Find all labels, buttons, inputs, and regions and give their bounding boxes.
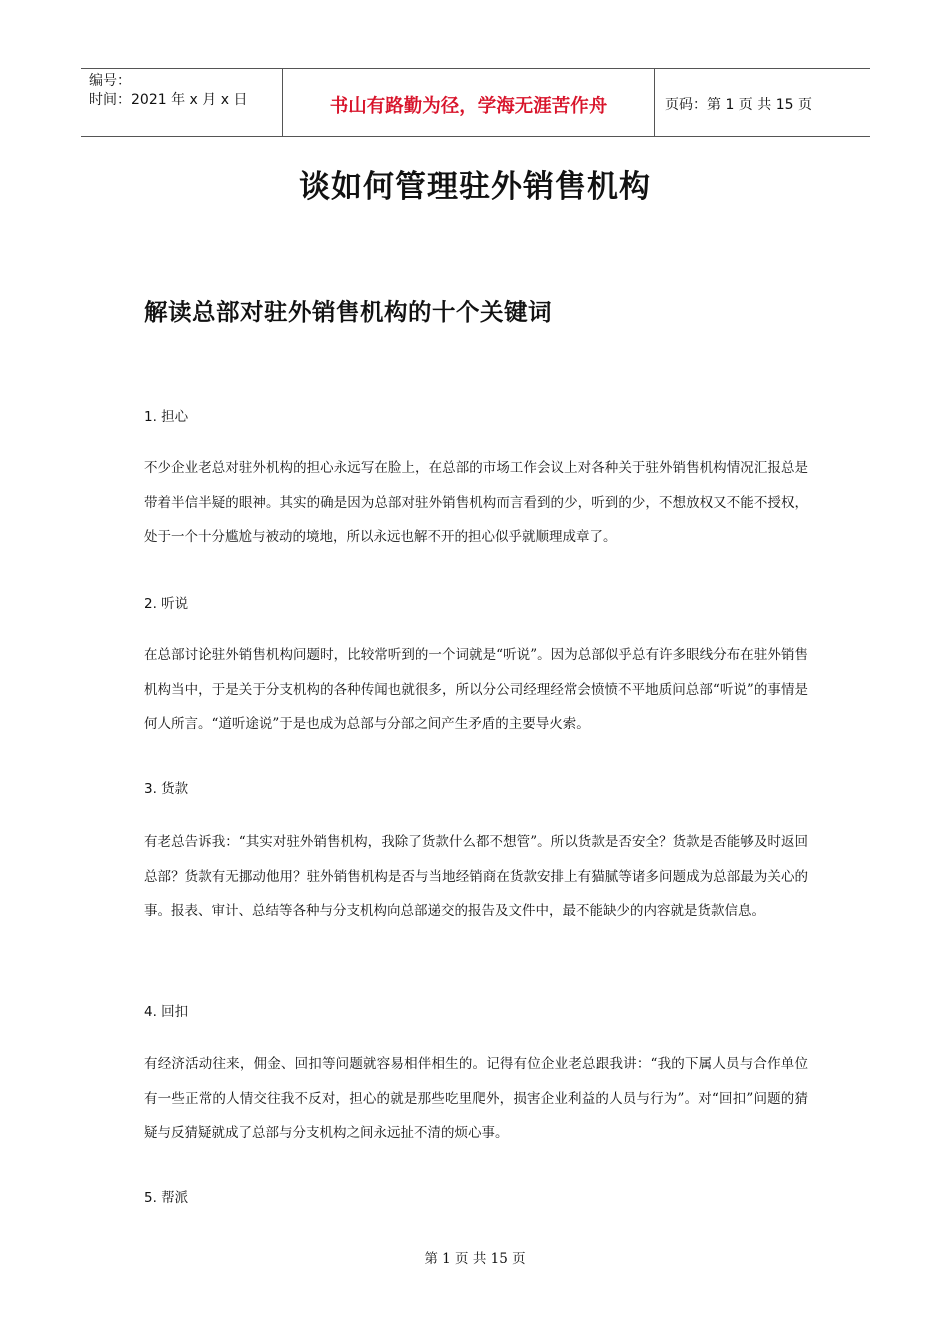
section-heading-4: 4. 回扣	[144, 1004, 189, 1020]
section-heading-3: 3. 货款	[144, 781, 189, 797]
number-label: 编号：	[89, 73, 131, 89]
section-paragraph-4: 有经济活动往来，佣金、回扣等问题就容易相伴相生的。记得有位企业老总跟我讲：“我的下属人员与合作单位有一些正常的人情交往我不反对，担心的就是那些吃里爬外，损害企业利益的人员与行为”。对“回扣”问题的猜疑与反猜疑就成了总部与分支机构之间永远扯不清的烦心事。	[144, 1056, 808, 1141]
section-paragraph-1: 不少企业老总对驻外机构的担心永远写在脸上，在总部的市场工作会议上对各种关于驻外销售机构情况汇报总是带着半信半疑的眼神。其实的确是因为总部对驻外销售机构而言看到的少，听到的少，不想放权又不能不授权，处于一个十分尴尬与被动的境地，所以永远也解不开的担心似乎就顺理成章了。	[144, 460, 808, 545]
section-heading-1: 1. 担心	[144, 409, 189, 425]
page-footer: 第 1 页 共 15 页	[424, 1251, 526, 1267]
header-page-info: 页码：第 1 页 共 15 页	[665, 97, 812, 113]
section-paragraph-3: 有老总告诉我：“其实对驻外销售机构，我除了货款什么都不想管”。所以货款是否安全？货款是否能够及时返回总部？货款有无挪动他用？驻外销售机构是否与当地经销商在货款安排上有猫腻等诸多问题成为总部最为关心的事。报表、审计、总结等各种与分支机构向总部递交的报告及文件中，最不能缺少的内容就是货款信息。	[144, 834, 808, 919]
document-subtitle: 解读总部对驻外销售机构的十个关键词	[144, 298, 552, 326]
section-paragraph-2: 在总部讨论驻外销售机构问题时，比较常听到的一个词就是“听说”。因为总部似乎总有许多眼线分布在驻外销售机构当中，于是关于分支机构的各种传闻也就很多，所以分公司经理经常会愤愤不平地质问总部“听说”的事情是何人所言。“道听途说”于是也成为总部与分部之间产生矛盾的主要导火索。	[144, 647, 808, 732]
section-heading-5: 5. 帮派	[144, 1190, 189, 1206]
page-header	[81, 68, 870, 137]
header-motto: 书山有路勤为径，学海无涯苦作舟	[282, 69, 655, 136]
section-heading-2: 2. 听说	[144, 596, 189, 612]
document-title: 谈如何管理驻外销售机构	[299, 169, 651, 205]
time-label: 时间：2021 年 x 月 x 日	[89, 92, 248, 108]
header-meta	[81, 69, 282, 136]
